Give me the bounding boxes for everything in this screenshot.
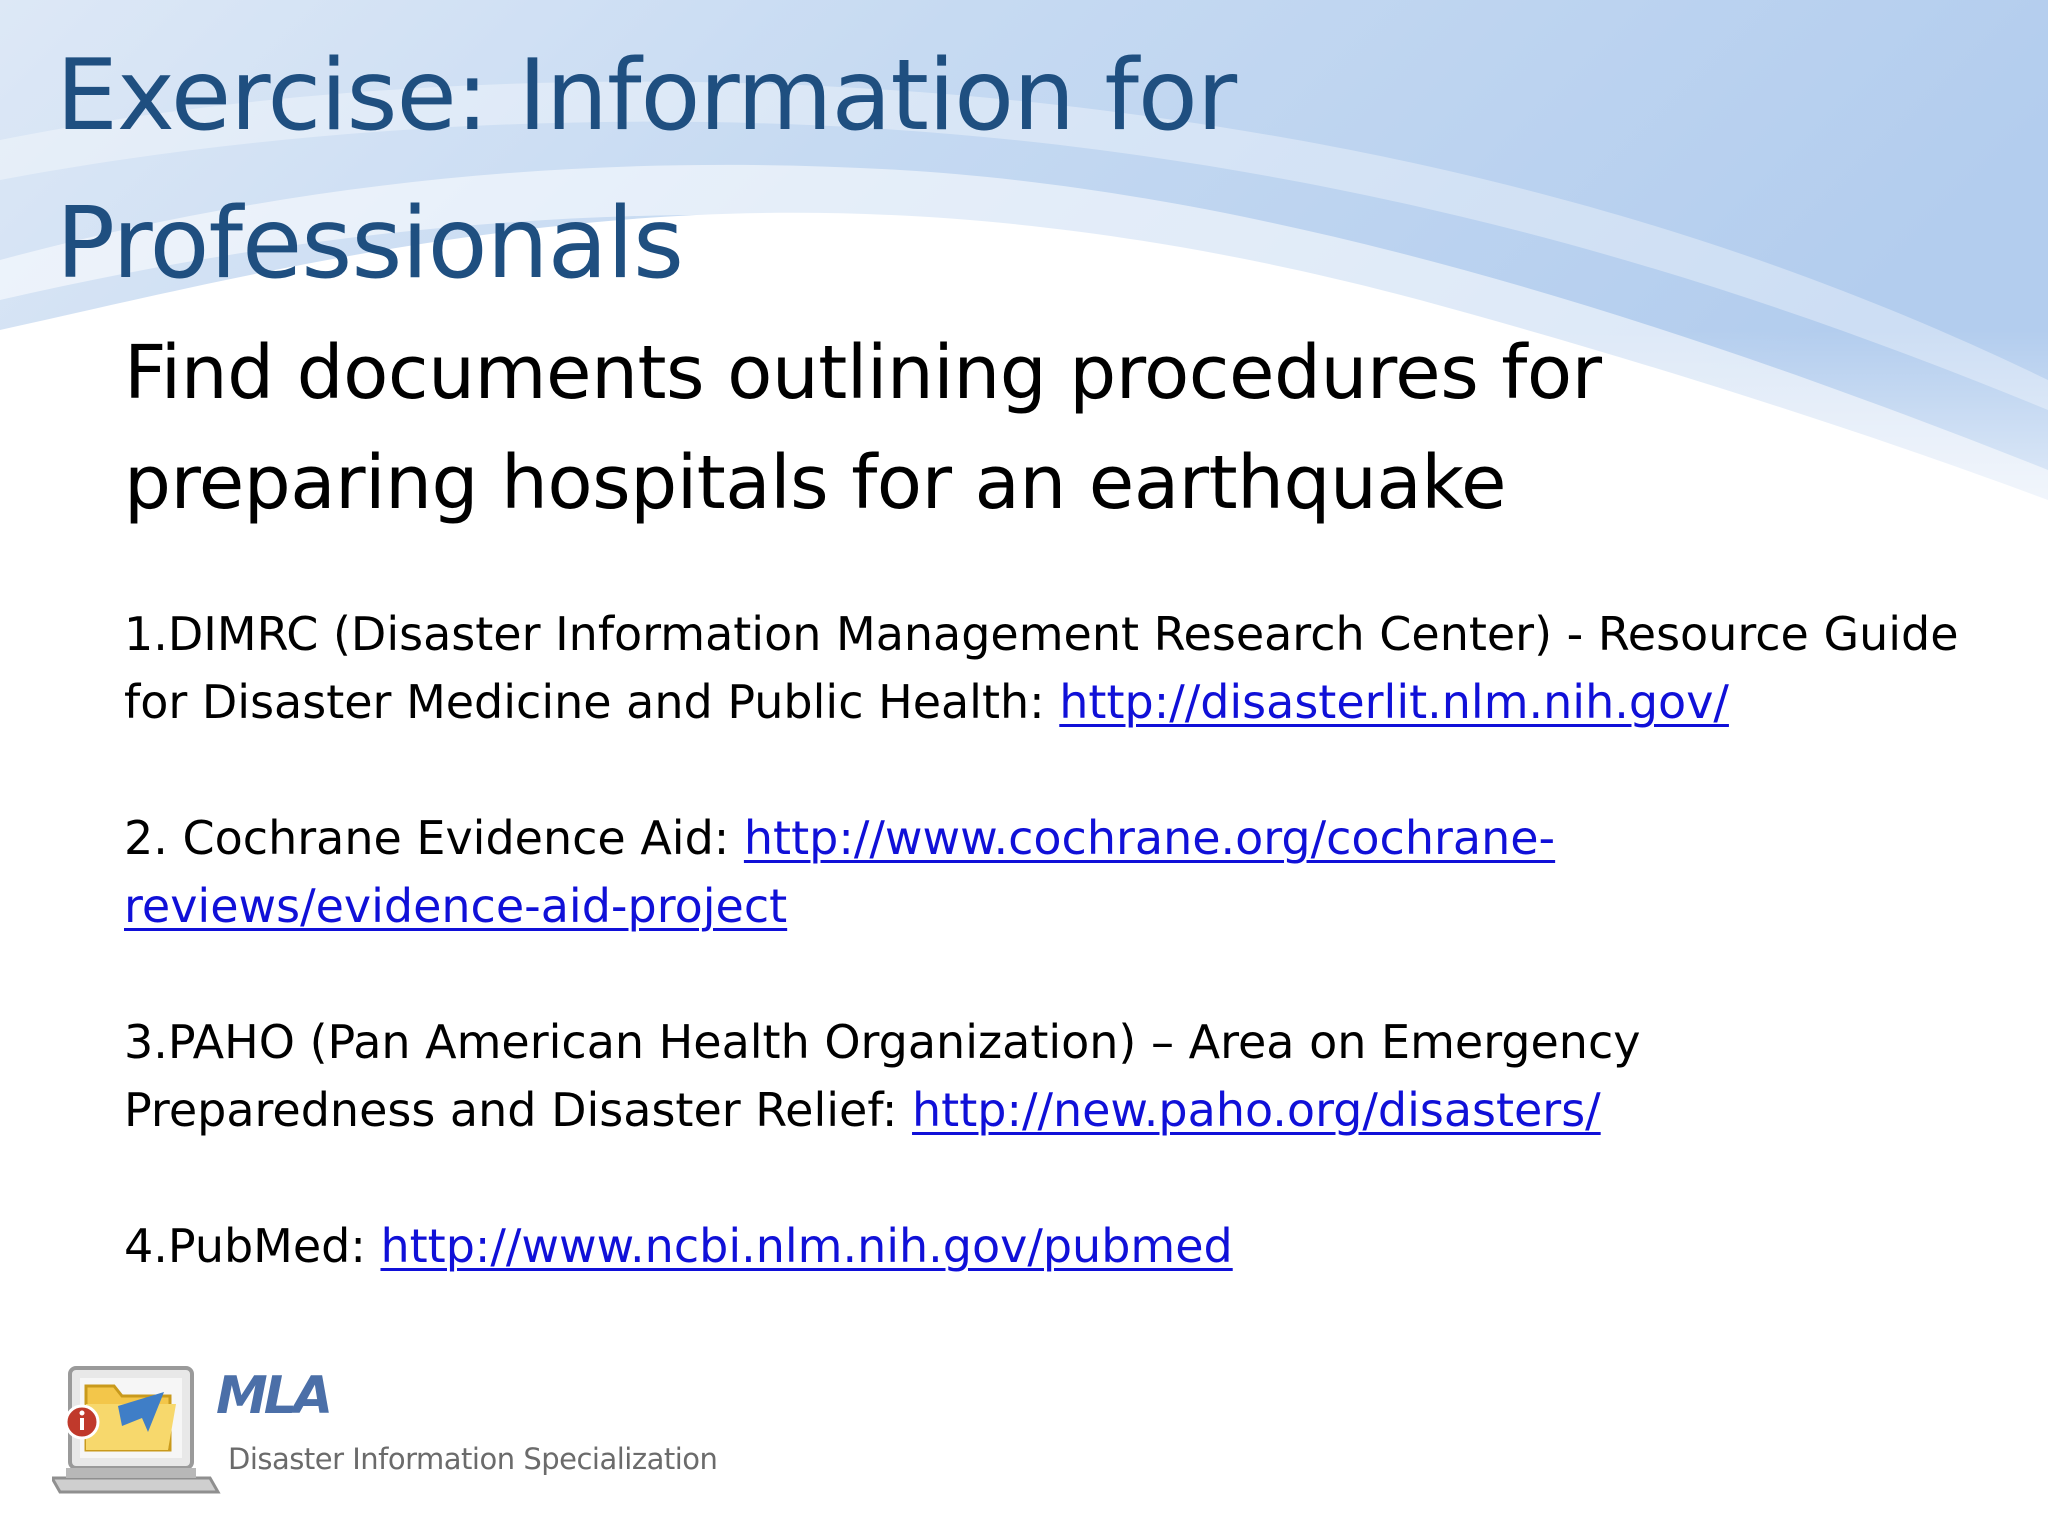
resource-item-cochrane <box>124 804 1964 940</box>
resource-description: 3.PAHO (Pan American Health Organization) – Area on Emergency Preparedness and Disaster Relief: <box>124 1015 1641 1137</box>
resource-link-paho[interactable]: http://new.paho.org/disasters/ <box>912 1083 1601 1137</box>
resource-description: 4.PubMed: <box>124 1219 381 1273</box>
logo-mla-text: MLA <box>216 1366 330 1426</box>
resource-description: 1.DIMRC (Disaster Information Management Research Center) - Resource Guide for Disaster Medicine and Public Health: <box>124 607 1959 729</box>
resource-item-dimrc <box>124 600 1964 736</box>
logo-tagline: Disaster Information Specialization <box>228 1442 718 1476</box>
resource-link-cochrane[interactable]: http://www.cochrane.org/cochrane-reviews/evidence-aid-project <box>124 811 1556 933</box>
laptop-folder-icon <box>52 1346 222 1506</box>
mla-logo <box>52 1346 772 1514</box>
resource-item-pubmed <box>124 1212 1964 1280</box>
resource-link-pubmed[interactable]: http://www.ncbi.nlm.nih.gov/pubmed <box>380 1219 1233 1273</box>
slide-subtitle: Find documents outlining procedures for preparing hospitals for an earthquake <box>124 330 1602 526</box>
slide-title: Exercise: Information for Professionals <box>56 39 1237 301</box>
resource-list <box>124 600 1964 1348</box>
resource-link-dimrc[interactable]: http://disasterlit.nlm.nih.gov/ <box>1059 675 1729 729</box>
resource-description: 2. Cochrane Evidence Aid: <box>124 811 744 865</box>
resource-item-paho <box>124 1008 1964 1144</box>
